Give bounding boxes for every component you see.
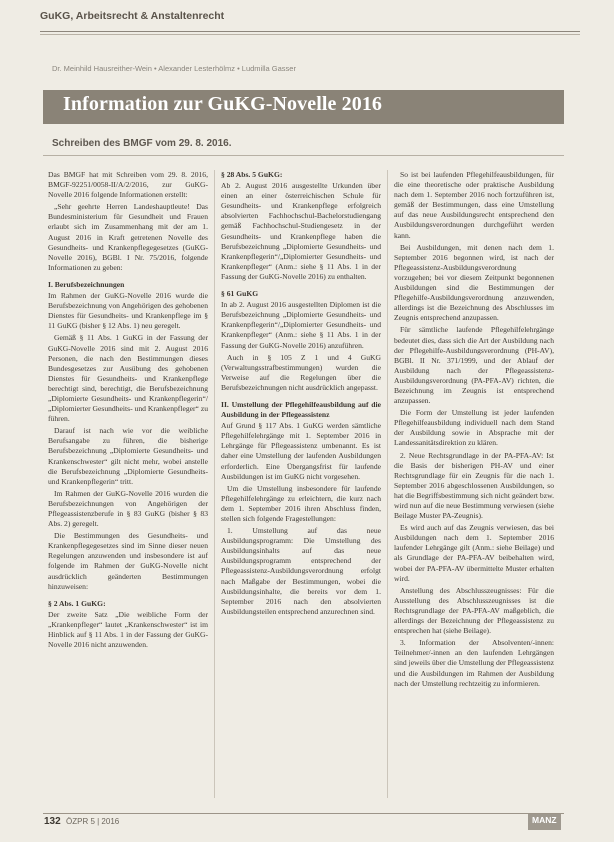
paragraph: Im Rahmen der GuKG-Novelle 2016 wurden die Berufsbezeichnungen von Angehörigen der Pflegeassistenzberufe in § 83 GuKG (bisher § 83 Abs. 2) geregelt. xyxy=(48,488,208,529)
paragraph: Ab 2. August 2016 ausgestellte Urkunden über einen an einer österreichischen Schule für Gesundheits- und Krankenpflege erfolgreich absolvierten Fachhochschul-Bachelorstudiengang gemäß Fachhochschul-Studiengesetz in der Gesundheits- und Krankenpflege haben die Berufsbezeichnung „Diplomierte Gesundheits- und Krankenpflegerin“/„Diplomierter Gesundheits- und Krankenpfleger“ (Anm.: siehe § 11 Abs. 1 in der Fassung der GuKG-Novelle 2016) zu enthalten. xyxy=(221,181,381,281)
paragraph: Für sämtliche laufende Pflegehilfelehrgänge bedeutet dies, dass sich die Art der Ausbildung nach der Pflegehilfe-Ausbildungsverordnung (PH-AV), BGBl. II Nr. 371/1999, und der Ablauf der Ausbildung nach der Pflegeassistenz-Ausbildungsverordnung (PA-PFA-AV) richten, die Bezeichnung im Zeugnis ist entsprechend anzupassen. xyxy=(394,325,554,406)
paragraph: Um die Umstellung insbesondere für laufende Pflegehilfelehrgänge zu erleichtern, die kurz nach dem 1. September 2016 ihren Abschluss finden, stellen sich folgende Fragestellungen: xyxy=(221,483,381,523)
paragraph: Die Form der Umstellung ist jeder laufenden Pflegehilfeausbildung individuell nach dem Stand der Ausbildung sowie in Absprache mit der Landessanitätsdirektion zu klären. xyxy=(394,408,554,448)
paragraph: In ab 2. August 2016 ausgestellten Diplomen ist die Berufsbezeichnung „Diplomierte Gesundheits- und Krankenpflegerin“/„Diplomierter Gesundheits- und Krankenpfleger“ (Anm.: siehe § 11 Abs. 1 in der Fassung der GuKG-Novelle 2016) anzuführen. xyxy=(221,300,381,350)
paragraph: Anstellung des Abschlusszeugnisses: Für die Ausstellung des Abschlusszeugnisses ist die Rechtsgrundlage der PA-PFA-AV maßgeblich, die allerdings der Bezeichnung der Pflegeassistenz zu entsprechen hat (siehe Beilage). xyxy=(394,585,554,636)
paragraph: Auch in § 105 Z 1 und 4 GuKG (Verwaltungsstrafbestimmungen) wurden die Verweise auf die Regelungen über die Berufsbezeichnungen nicht ausdrücklich angepasst. xyxy=(221,352,381,392)
article-title: Information zur GuKG-Novelle 2016 xyxy=(63,93,383,115)
paragraph: 3. Information der Absolventen/-innen: Teilnehmer/-innen an den laufenden Lehrgängen sind jeweils über die Umstellung der Pflegeassistenz und die Ausbildungen im Rahmen der Ausbildung nach der Umstellung rechtzeitig zu informieren. xyxy=(394,638,554,688)
section-heading: § 28 Abs. 5 GuKG: xyxy=(221,170,283,179)
paragraph: „Sehr geehrte Herren Landeshauptleute! Das Bundesministerium für Gesundheit und Frauen erlaubt sich im Zusammenhang mit der am 1. August 2016 in Kraft getretenen Novelle des Gesundheits- und Krankenpflegegesetzes (GuKG-Novelle 2016), BGBl. I Nr. 75/2016, folgende Informationen zu geben: xyxy=(48,202,208,272)
running-head: GuKG, Arbeitsrecht & Anstaltenrecht xyxy=(40,10,225,22)
paragraph: Das BMGF hat mit Schreiben vom 29. 8. 2016, BMGF-92251/0058-II/A/2/2016, zur GuKG-Novelle 2016 folgende Informationen erstellt: xyxy=(48,170,208,200)
section-heading: § 2 Abs. 1 GuKG: xyxy=(48,598,106,608)
paragraph: Im Rahmen der GuKG-Novelle 2016 wurde die Berufsbezeichnung von Angehörigen des gehobenen Dienstes für Gesundheits- und Krankenpflege im § 11 GuKG (bisher § 12 Abs. 1) neu geregelt. xyxy=(48,291,208,331)
column-divider xyxy=(387,170,388,798)
text-column-2 xyxy=(221,170,381,810)
paragraph: Darauf ist nach wie vor die weibliche Berufsangabe zu führen, die bisherige Berufsbezeichnung „Diplomierte Gesundheits- und Krankenschwester“ gilt nicht mehr, wobei anstelle die Berufsbezeichnung „Diplomierte Gesundheits- und Krankenpflegerin“ tritt. xyxy=(48,426,208,486)
footer-rule xyxy=(43,813,564,814)
paragraph: 1. Umstellung auf das neue Ausbildungsprogramm: Die Umstellung des Ausbildungsinhalts auf das neue Ausbildungsprogramm entsprechend der Pflegeassistenz-Ausbildungsverordnung erfolgt nach Maßgabe der Bestimmungen, wobei die Ausbildungsinhalte, die bereits vor dem 1. September 2016 nach den absolvierten Ausbildungsteilen entsprechend anzurechnen sind. xyxy=(221,526,381,616)
journal-issue: ÖZPR 5 | 2016 xyxy=(66,817,120,826)
paragraph: 2. Neue Rechtsgrundlage in der PA-PFA-AV: Ist die Basis der bisherigen PH-AV und einer Rechtsgrundlage für ein Zeugnis für die nach 1. September 2016 abgeschlossenen Ausbildungen, so hat die Begriffsbestimmung sich nicht geändert bzw. wird nun auf die neue Bestimmung verwiesen (siehe Beilage Muster PA-Zeugnis). xyxy=(394,450,554,521)
header-rule-secondary xyxy=(40,34,580,35)
page-number: 132 xyxy=(44,816,61,827)
author-line: Dr. Meinhild Hausreither-Wein • Alexander Lesterhölmz • Ludmilla Gasser xyxy=(52,64,296,73)
section-heading: I. Berufsbezeichnungen xyxy=(48,279,125,289)
paragraph: So ist bei laufenden Pflegehilfeausbildungen, für die eine theoretische oder praktische Ausbildung nach dem 1. September 2016 noch fortzuführen ist, gemäß der Bestimmungen, dass eine Umstellung auf das neue Ausbildungsrecht entsprechend den Ausbildungsverordnungen durchgeführt werden kann. xyxy=(394,170,554,240)
text-column-1 xyxy=(48,170,208,810)
paragraph: Es wird auch auf das Zeugnis verwiesen, das bei Ausbildungen nach dem 1. September 2016 laufender Lehrgänge gilt (Anm.: siehe Beilage) und als Grundlage der PA-PFA-AV beibehalten wird, wobei der PA-PFA-AV übermittelte Muster erhalten wird. xyxy=(394,523,554,583)
paragraph: Bei Ausbildungen, mit denen nach dem 1. September 2016 begonnen wird, ist nach der Pflegeassistenz-Ausbildungsverordnung vorzugehen; bei vor diesem Zeitpunkt begonnenen Ausbildungen sind die Bestimmungen der Pflegehilfe-Ausbildungsverordnung anzuwenden, allerdings ist die Bezeichnung des Abschlusses im Zeugnis entsprechend anzupassen. xyxy=(394,242,554,323)
header-rule xyxy=(40,31,580,32)
subtitle-rule xyxy=(43,155,564,156)
section-heading: II. Umstellung der Pflegehilfeausbildung auf die Ausbildung in der Pflegeassistenz xyxy=(221,399,381,420)
publisher-logo: MANZ xyxy=(528,814,561,830)
text-column-3 xyxy=(394,170,554,810)
paragraph: Gemäß § 11 Abs. 1 GuKG in der Fassung der GuKG-Novelle 2016 sind mit 2. August 2016 Personen, die nach den Bestimmungen dieses Bundesgesetzes zur Ausübung des gehobenen Dienstes für Gesundheits- und Krankenpflege berechtigt sind, berechtigt, die Berufsbezeichnung „Diplomierte Gesundheits- und Krankenpflegerin“/„Diplomierter Gesundheits- und Krankenpfleger“ zu führen. xyxy=(48,333,208,424)
section-heading: § 61 GuKG xyxy=(221,289,259,299)
paragraph: Die Bestimmungen des Gesundheits- und Krankenpflegegesetzes sind im Sinne dieser neuen Regelungen anzuwenden und insbesondere ist auf folgende im Rahmen der GuKG-Novelle nicht ausdrücklich geänderten Bestimmungen hinzuweisen: xyxy=(48,531,208,591)
article-subtitle: Schreiben des BMGF vom 29. 8. 2016. xyxy=(52,138,232,149)
column-divider xyxy=(214,170,215,798)
paragraph: Der zweite Satz „Die weibliche Form der „Krankenpfleger“ lautet „Krankenschwester“ ist im Hinblick auf § 11 Abs. 1 in der Fassung der GuKG-Novelle 2016 nicht anzuwenden. xyxy=(48,609,208,650)
paragraph: Auf Grund § 117 Abs. 1 GuKG werden sämtliche Pflegehilfelehrgänge mit 1. September 2016 in Lehrgänge für Pflegeassistenz umbenannt. Es ist daher eine Umstellung der laufenden Ausbildungen erforderlich. Eine Übergangsfrist für laufende Ausbildungen ist im GuKG nicht vorgesehen. xyxy=(221,421,381,481)
